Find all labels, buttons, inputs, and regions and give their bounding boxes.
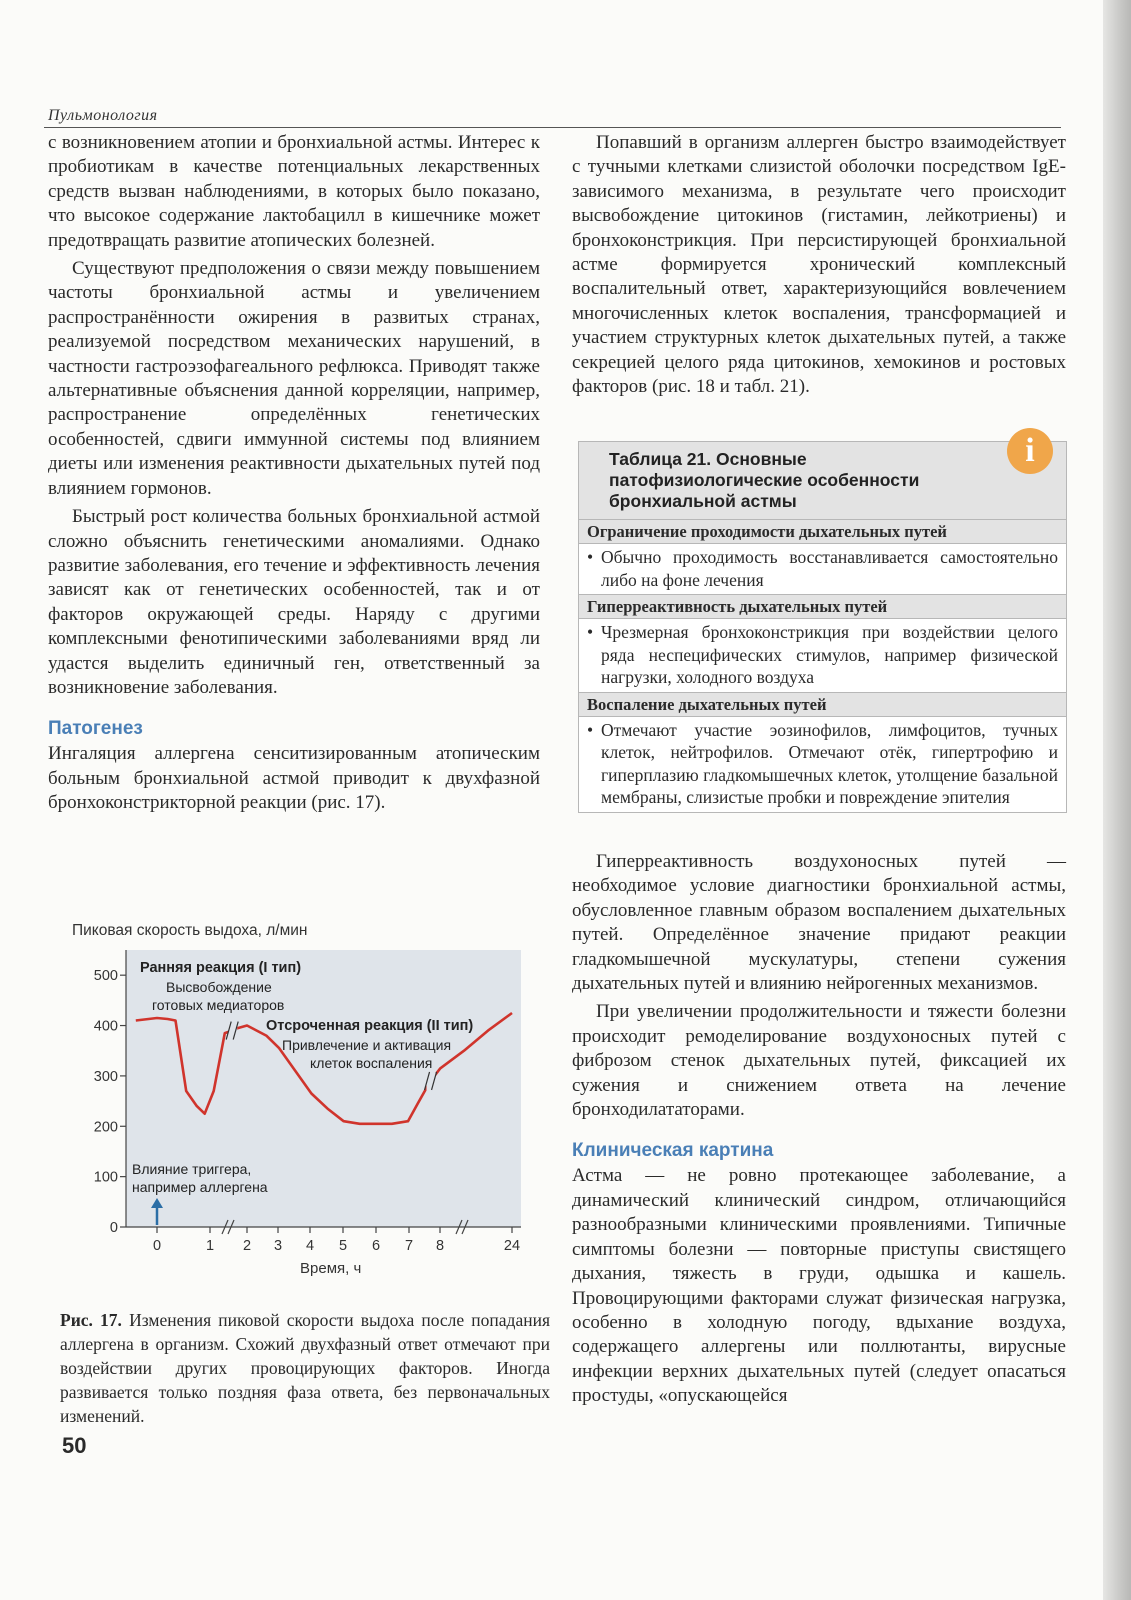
x-tick-label: 8 <box>435 1238 445 1254</box>
table-header <box>579 442 1066 519</box>
left-paragraph-4: Ингаляция аллергена сенситизированным атопическим больным бронхиальной астмой приводит к двухфазной бронхоконстрикторной реакции (рис. 17). <box>48 743 540 814</box>
running-head: Пульмонология <box>48 107 158 124</box>
left-paragraph-3: Быстрый рост количества больных бронхиальной астмой сложно объяснить генетическими аномалиями. Однако развитие заболевания, его течение и эффективность лечения зависят как от генетических особенностей, так и от факторов окружающей среды. Наряду с другими комплексными фенотипическими заболеваниями вряд ли удастся выделить единичный ген, ответственный за возникновение заболевания. <box>48 506 540 698</box>
figure-caption <box>60 1308 550 1428</box>
page-binding-shadow <box>1103 0 1131 1600</box>
right-column-top <box>572 131 1066 399</box>
table-title: Таблица 21. Основные патофизиологические особенности бронхиальной астмы <box>609 449 920 511</box>
chart-x-axis-label: Время, ч <box>300 1260 362 1277</box>
y-tick-label: 200 <box>93 1119 118 1136</box>
x-tick-label: 2 <box>242 1238 252 1254</box>
y-tick-label: 500 <box>93 968 118 985</box>
figure-caption-text: Изменения пиковой скорости выдоха после попадания аллергена в организм. Схожий двухфазный ответ отмечают при воздействии других провоцирующих факторов. Иногда развивается только поздняя фаза ответа, без первоначальных изменений. <box>60 1310 550 1426</box>
x-tick-label: 3 <box>273 1238 283 1254</box>
section-title-pathogenesis: Патогенез <box>48 718 143 740</box>
right-paragraph-1: Попавший в организм аллерген быстро взаимодействует с тучными клетками слизистой оболочки посредством IgE-зависимого механизма, в результате чего происходит высвобождение цитокинов (гистамин, лейкотриены) и бронхоконстрикция. При персистирующей бронхиальной астме формируется хронический комплексный воспалительный ответ, характеризующийся вовлечением многочисленных клеток воспаления, трансформацией и участием структурных клеток дыхательных путей, а также секрецией целого ряда цитокинов, хемокинов и ростовых факторов (рис. 18 и табл. 21). <box>572 132 1066 398</box>
x-tick-label: 7 <box>404 1238 414 1254</box>
info-icon: i <box>1007 428 1053 474</box>
table-section-item-3: • Отмечают участие эозинофилов, лимфоцитов, тучных клеток, нейтрофилов. Отмечают отёк, гипертрофию и гиперплазию гладкомышечных клеток, утолщение базальной мембраны, слизистые пробки и повреждение эпителия <box>579 717 1066 812</box>
right-paragraph-2: Гиперреактивность воздухоносных путей — необходимое условие диагностики бронхиальной астмы, обусловленное главным образом воспалением дыхательных путей. Определённое значение придают реакции гладкомышечной мускулатуры, степени сужения дыхательных путей и влиянию нейрогенных механизмов. <box>572 851 1066 995</box>
right-column-bottom <box>572 850 1066 1409</box>
y-tick-label: 300 <box>93 1068 118 1085</box>
figure-caption-label: Рис. 17. <box>60 1310 122 1330</box>
left-paragraph-2: Существуют предположения о связи между повышением частоты бронхиальной астмы и увеличением распространённости ожирения в развитых странах, реализуемой посредством механических нарушений, в частности гастроэзофагеального рефлюкса. Приводят также альтернативные объяснения данной корреляции, например, распространение определённых генетических особенностей, сдвиги иммунной системы под влиянием диеты или изменения реактивности дыхательных путей под влиянием гормонов. <box>48 258 540 499</box>
peak-flow-chart <box>60 915 540 1285</box>
table-section-item-1: • Обычно проходимость восстанавливается самостоятельно либо на фоне лечения <box>579 544 1066 594</box>
table-section-item-2: • Чрезмерная бронхоконстрикция при воздействии целого ряда неспецифических стимулов, например физической нагрузки, холодного воздуха <box>579 619 1066 692</box>
x-tick-label: 6 <box>371 1238 381 1254</box>
left-column <box>48 131 540 816</box>
page-number: 50 <box>62 1433 87 1458</box>
right-paragraph-3: При увеличении продолжительности и тяжести болезни происходит ремоделирование воздухоносных путей с фиброзом стенок дыхательных путей, фиксацией их сужения и снижением ответа на лечение бронходилататорами. <box>572 1001 1066 1121</box>
early-reaction-text-1: Высвобождение <box>166 979 272 995</box>
x-tick-label: 24 <box>503 1238 521 1254</box>
x-tick-label: 5 <box>338 1238 348 1254</box>
late-reaction-text-2: клеток воспаления <box>310 1055 433 1071</box>
y-tick-label: 100 <box>93 1169 118 1186</box>
early-reaction-text-2: готовых медиаторов <box>152 997 285 1013</box>
early-reaction-title: Ранняя реакция (I тип) <box>140 960 302 976</box>
left-paragraph-1: с возникновением атопии и бронхиальной астмы. Интерес к пробиотикам в качестве потенциальных лекарственных средств вызван наблюдениями, в которых было показано, что высокое содержание лактобацилл в кишечнике может предотвращать развитие атопических болезней. <box>48 132 540 251</box>
info-table <box>578 441 1067 813</box>
right-paragraph-4: Астма — не ровно протекающее заболевание, а динамический клинический синдром, отличающийся разнообразными клиническими проявлениями. Типичные симптомы болезни — повторные приступы свистящего дыхания, тяжесть в груди, одышка и кашель. Провоцирующими факторами служат физическая нагрузка, особенно в холодную погоду, вдыхание воздуха, содержащего аллергены или поллютанты, вирусные инфекции верхних дыхательных путей (следует опасаться простуды, «опускающейся <box>572 1165 1066 1407</box>
table-section-heading-2: Гиперреактивность дыхательных путей <box>579 594 1066 619</box>
y-tick-label: 0 <box>109 1220 118 1236</box>
x-axis-ticks <box>153 1227 520 1254</box>
header-rule <box>44 127 1061 128</box>
late-reaction-title: Отсроченная реакция (II тип) <box>266 1018 474 1034</box>
y-axis-ticks <box>94 968 126 1236</box>
y-tick-label: 400 <box>93 1018 118 1035</box>
x-tick-label: 0 <box>152 1238 162 1254</box>
table-section-heading-3: Воспаление дыхательных путей <box>579 692 1066 717</box>
x-tick-label: 1 <box>205 1238 215 1254</box>
section-title-clinical: Клиническая картина <box>572 1140 774 1162</box>
x-tick-label: 4 <box>305 1238 315 1254</box>
chart-y-axis-label: Пиковая скорость выдоха, л/мин <box>72 922 308 939</box>
trigger-text-2: например аллергена <box>132 1179 268 1195</box>
table-section-heading-1: Ограничение проходимости дыхательных путей <box>579 519 1066 544</box>
late-reaction-text-1: Привлечение и активация <box>282 1037 452 1053</box>
trigger-text-1: Влияние триггера, <box>132 1161 252 1177</box>
